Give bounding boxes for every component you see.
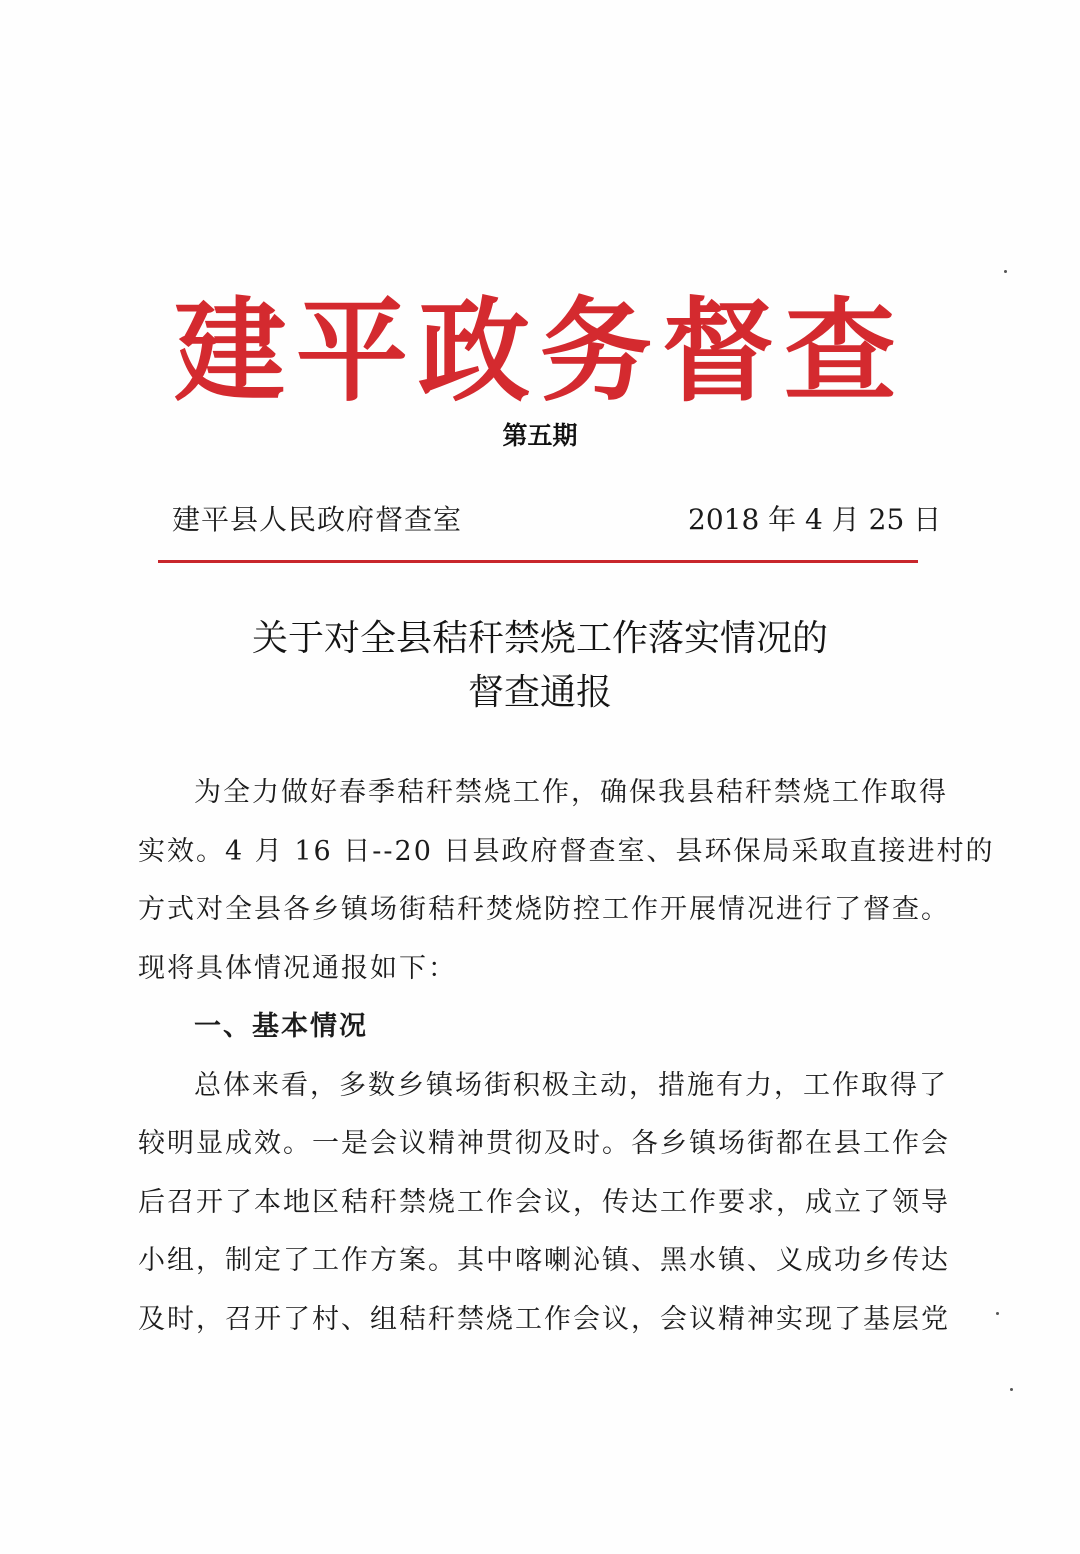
body-line: 现将具体情况通报如下： — [138, 952, 457, 984]
masthead-title: 建平政务督查 — [174, 286, 906, 417]
body-line: 较明显成效。一是会议精神贯彻及时。各乡镇场街都在县工作会 — [138, 1128, 950, 1159]
red-divider-rule — [158, 560, 918, 563]
paper-speck — [1010, 1388, 1013, 1391]
section-heading: 一、基本情况 — [194, 1011, 368, 1042]
body-line: 总体来看，多数乡镇场街积极主动，措施有力，工作取得了 — [194, 1069, 948, 1101]
issue-date: 2018 年 4 月 25 日 — [688, 503, 942, 536]
body-line: 方式对全县各乡镇场街秸秆焚烧防控工作开展情况进行了督查。 — [138, 894, 950, 925]
notice-title-line-1: 关于对全县秸秆禁烧工作落实情况的 — [251, 618, 828, 659]
issue-number: 第五期 — [502, 421, 578, 450]
issuer-name: 建平县人民政府督查室 — [172, 503, 463, 536]
body-text — [138, 764, 995, 1349]
body-line: 后召开了本地区秸秆禁烧工作会议，传达工作要求，成立了领导 — [138, 1186, 950, 1218]
body-line: 实效。4 月 16 日--20 日县政府督查室、县环保局采取直接进村的 — [138, 835, 995, 867]
body-line: 为全力做好春季秸秆禁烧工作，确保我县秸秆禁烧工作取得 — [194, 777, 948, 808]
body-line: 小组，制定了工作方案。其中喀喇沁镇、黑水镇、义成功乡传达 — [138, 1245, 950, 1276]
notice-title-line-2: 督查通报 — [467, 672, 612, 713]
paper-speck — [996, 1312, 999, 1315]
body-line: 及时，召开了村、组秸秆禁烧工作会议，会议精神实现了基层党 — [138, 1303, 950, 1335]
notice-title — [0, 612, 1080, 720]
paper-speck — [1004, 270, 1007, 273]
